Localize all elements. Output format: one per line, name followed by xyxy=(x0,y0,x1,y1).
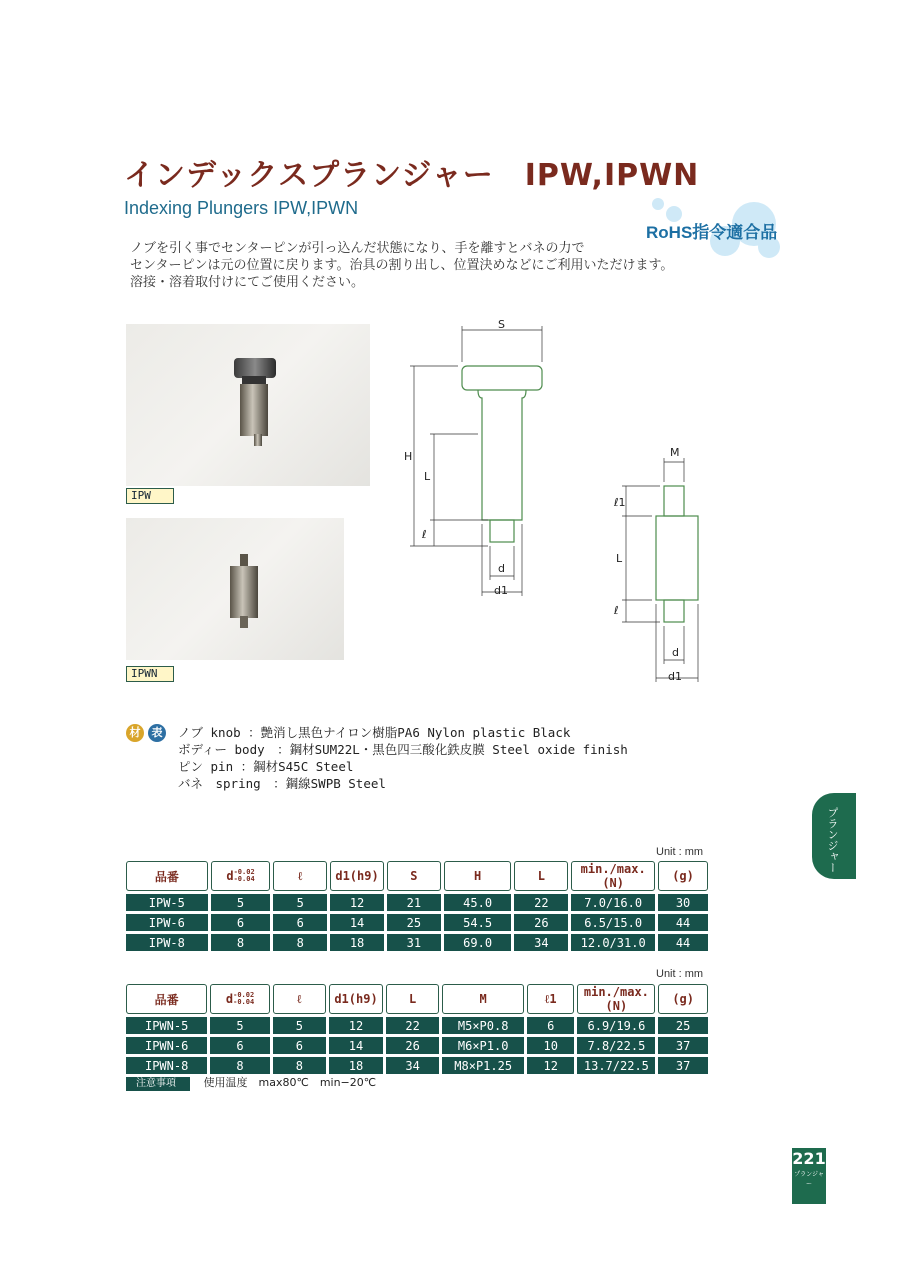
cell: IPW-5 xyxy=(126,894,208,911)
cell: 26 xyxy=(514,914,568,931)
cell: 18 xyxy=(330,934,384,951)
table-row xyxy=(126,894,708,911)
cell: 69.0 xyxy=(444,934,512,951)
ipwn-plunger-image xyxy=(126,518,344,660)
dim-d1: d1 xyxy=(494,584,508,597)
cell: 14 xyxy=(330,914,384,931)
caution-note xyxy=(126,1074,376,1091)
cell: 22 xyxy=(386,1017,439,1034)
description-line: ノブを引く事でセンターピンが引っ込んだ状態になり、手を離すとバネの力で xyxy=(130,241,585,256)
material-line: バネ spring ：鋼線SWPB Steel xyxy=(178,776,386,791)
ipw-photo-label: IPW xyxy=(126,488,174,504)
description xyxy=(130,240,730,291)
cell: 5 xyxy=(210,1017,269,1034)
cell: 54.5 xyxy=(444,914,512,931)
description-line: 溶接・溶着取付けにてご使用ください。 xyxy=(130,275,365,290)
cell: 18 xyxy=(329,1057,383,1074)
cell: 31 xyxy=(387,934,441,951)
cell: 6 xyxy=(273,914,327,931)
header-d1: d1(h9) xyxy=(329,984,383,1014)
dim-S: S xyxy=(498,318,505,331)
caution-tag: 注意事項 xyxy=(126,1077,190,1091)
ipwn-photo-label: IPWN xyxy=(126,666,174,682)
cell: 13.7/22.5 xyxy=(577,1057,655,1074)
cell: 21 xyxy=(387,894,441,911)
cell: 8 xyxy=(273,934,327,951)
page-number: 221 xyxy=(792,1149,826,1168)
header-d: d-0.02 -0.04 xyxy=(211,861,271,891)
cell: 5 xyxy=(273,894,327,911)
cell: 26 xyxy=(386,1037,439,1054)
dim-d: d xyxy=(498,562,505,575)
page-title: インデックスプランジャー IPW,IPWN xyxy=(124,158,700,193)
ipw-plunger-image xyxy=(126,324,370,486)
dim-H: H xyxy=(404,450,413,463)
header-l: ℓ xyxy=(273,861,327,891)
cell: 30 xyxy=(658,894,708,911)
dim-M: M xyxy=(670,446,680,459)
cell: 44 xyxy=(658,914,708,931)
dim-l1: ℓ1 xyxy=(614,496,626,509)
header-l1: ℓ1 xyxy=(527,984,575,1014)
cell: 6.9/19.6 xyxy=(577,1017,655,1034)
cell: 45.0 xyxy=(444,894,512,911)
material-line: ピン pin ：鋼材S45C Steel xyxy=(178,759,354,774)
dim-l2: ℓ xyxy=(614,604,619,617)
cell: IPWN-8 xyxy=(126,1057,207,1074)
header-d: d-0.02 -0.04 xyxy=(210,984,269,1014)
cell: 22 xyxy=(514,894,568,911)
cell: 5 xyxy=(211,894,271,911)
cell: M8×P1.25 xyxy=(442,1057,524,1074)
materials xyxy=(126,724,628,792)
cell: 34 xyxy=(386,1057,439,1074)
cell: 12 xyxy=(527,1057,575,1074)
cell: IPWN-5 xyxy=(126,1017,207,1034)
cell: IPW-8 xyxy=(126,934,208,951)
table-header xyxy=(126,984,708,1014)
section-tab[interactable] xyxy=(812,793,856,879)
cell: IPWN-6 xyxy=(126,1037,207,1054)
cell: 12 xyxy=(330,894,384,911)
material-line: ボディー body ：鋼材SUM22L・黒色四三酸化鉄皮膜 Steel oxide finish xyxy=(178,742,628,757)
material-line: ノブ knob ：艶消し黒色ナイロン樹脂PA6 Nylon plastic Black xyxy=(178,725,571,740)
cell: 8 xyxy=(273,1057,326,1074)
cell: 37 xyxy=(658,1057,708,1074)
cell: M5×P0.8 xyxy=(442,1017,524,1034)
cell: 6 xyxy=(211,914,271,931)
technical-drawing xyxy=(398,318,728,698)
description-line: センターピンは元の位置に戻ります。治具の割り出し、位置決めなどにご利用いただけます。 xyxy=(130,258,674,273)
table-row xyxy=(126,1017,708,1034)
cell: 34 xyxy=(514,934,568,951)
dim-l: ℓ xyxy=(422,528,427,541)
cell: 8 xyxy=(210,1057,269,1074)
header-force: min./max.(N) xyxy=(577,984,655,1014)
table-row xyxy=(126,934,708,951)
header-L: L xyxy=(386,984,439,1014)
page-subtitle: Indexing Plungers IPW,IPWN xyxy=(124,198,359,218)
header-L: L xyxy=(514,861,568,891)
cell: 44 xyxy=(658,934,708,951)
cell: 25 xyxy=(387,914,441,931)
table-header xyxy=(126,861,708,891)
page-section: プランジャー xyxy=(794,1171,824,1188)
cell: M6×P1.0 xyxy=(442,1037,524,1054)
header-force: min./max.(N) xyxy=(571,861,655,891)
header-part-no: 品番 xyxy=(126,861,208,891)
cell: 25 xyxy=(658,1017,708,1034)
cell: IPW-6 xyxy=(126,914,208,931)
cell: 14 xyxy=(329,1037,383,1054)
cell: 6.5/15.0 xyxy=(571,914,655,931)
cell: 6 xyxy=(210,1037,269,1054)
table2-unit: Unit : mm xyxy=(656,968,704,980)
caution-text: 使用温度 max80℃ min−20℃ xyxy=(203,1076,377,1089)
cell: 7.8/22.5 xyxy=(577,1037,655,1054)
dim-d12: d1 xyxy=(668,670,682,683)
cell: 6 xyxy=(527,1017,575,1034)
table-row xyxy=(126,914,708,931)
cell: 10 xyxy=(527,1037,575,1054)
finish-badge: 表 xyxy=(148,724,166,742)
rohs-label: RoHS指令適合品 xyxy=(646,223,778,242)
ipwn-photo xyxy=(126,518,344,660)
dim-d2: d xyxy=(672,646,679,659)
cell: 12.0/31.0 xyxy=(571,934,655,951)
cell: 12 xyxy=(329,1017,383,1034)
page-number-block xyxy=(792,1148,826,1204)
cell: 7.0/16.0 xyxy=(571,894,655,911)
cell: 37 xyxy=(658,1037,708,1054)
ipw-spec-table xyxy=(123,858,711,954)
section-tab-label: プランジャー xyxy=(826,807,839,873)
header-h: H xyxy=(444,861,512,891)
cell: 5 xyxy=(273,1017,326,1034)
header-s: S xyxy=(387,861,441,891)
header-m: M xyxy=(442,984,524,1014)
header-part-no: 品番 xyxy=(126,984,207,1014)
table1-unit: Unit : mm xyxy=(656,846,704,858)
cell: 8 xyxy=(211,934,271,951)
material-badge: 材 xyxy=(126,724,144,742)
cell: 6 xyxy=(273,1037,326,1054)
ipwn-spec-table xyxy=(123,981,711,1077)
dim-L: L xyxy=(424,470,431,483)
header-weight: (g) xyxy=(658,984,708,1014)
header-d1: d1(h9) xyxy=(330,861,384,891)
header-weight: (g) xyxy=(658,861,708,891)
header-l: ℓ xyxy=(273,984,326,1014)
ipw-photo xyxy=(126,324,370,486)
dim-L2: L xyxy=(616,552,623,565)
table-row xyxy=(126,1037,708,1054)
table-row xyxy=(126,1057,708,1074)
